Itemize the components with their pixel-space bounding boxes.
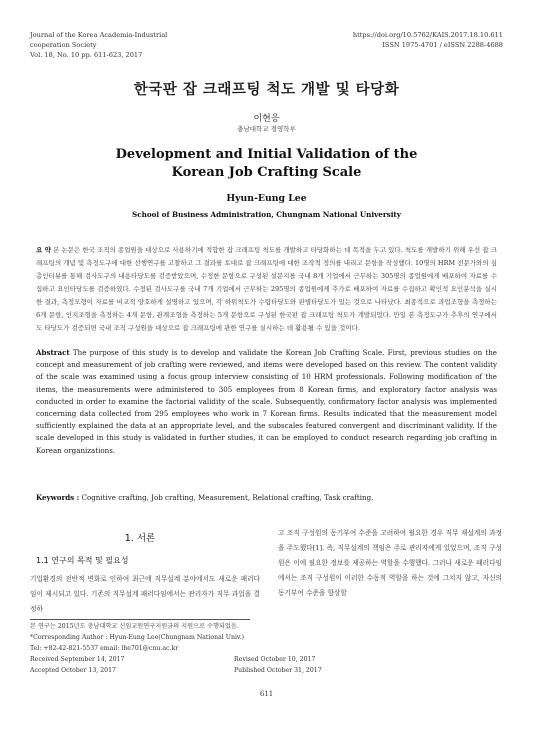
- keywords: [36, 492, 497, 504]
- korean-abstract-label: 요 약: [36, 246, 51, 254]
- korean-title: 한국판 잡 크래프팅 척도 개발 및 타당화: [133, 81, 400, 98]
- english-title: [0, 146, 533, 182]
- revised-date: Revised October 10, 2017: [234, 656, 316, 663]
- journal-name-line-1: Journal of the Korea Academia-Industrial: [30, 31, 168, 39]
- accepted-date: Accepted October 13, 2017: [30, 667, 116, 674]
- body-left-column: 기업환경의 전반적 변화로 인하여 최근에 직무설계 분야에서도 새로운 패러다임이 제시되고 있다. 기존의 직무설계 패러다임에서는 관리자가 직무 과업을 결정하: [30, 575, 260, 613]
- english-title-line-1: Development and Initial Validation of the: [115, 147, 418, 162]
- doi-header: [283, 30, 503, 50]
- received-date: Received September 14, 2017: [30, 656, 125, 663]
- english-abstract: [36, 347, 497, 457]
- subsection-title: 1.1 연구의 목적 및 필요성: [36, 556, 129, 565]
- issn: ISSN 1975-4701 / eISSN 2288-4688: [382, 41, 503, 49]
- journal-volume: Vol. 18, No. 10 pp. 611-623, 2017: [30, 51, 143, 59]
- corresponding-author: *Corresponding Author : Hyun-Eung Lee(Chungnam National Univ.): [30, 634, 245, 641]
- keywords-text: Cognitive crafting, Job crafting, Measurement, Relational crafting, Task crafting.: [81, 493, 374, 502]
- journal-header: [30, 30, 230, 60]
- keywords-label: Keywords :: [36, 493, 80, 502]
- published-date: Published October 31, 2017: [234, 667, 322, 674]
- english-affiliation: School of Business Administration, Chungnam National University: [132, 210, 401, 219]
- footnotes: [30, 621, 500, 676]
- dates-row-2: [30, 665, 500, 676]
- english-title-line-2: Korean Job Crafting Scale: [171, 165, 362, 180]
- english-abstract-label: Abstract: [36, 348, 70, 357]
- korean-affiliation: 충남대학교 경영학부: [237, 125, 296, 133]
- contact-info: Tel: +82-42-821-5537 email: lhe701@cnu.ac.kr: [30, 645, 179, 652]
- page-number: 611: [259, 690, 274, 698]
- dates-row-1: [30, 654, 500, 665]
- korean-abstract: [36, 244, 497, 335]
- funding-note: 본 연구는 2015년도 충남대학교 신임교원연구지원금의 지원으로 수행되었음.: [30, 623, 239, 630]
- footnote-divider: [30, 619, 250, 620]
- doi-link[interactable]: https://doi.org/10.5762/KAIS.2017.18.10.611: [352, 31, 503, 39]
- section-title: 1. 서론: [124, 533, 156, 544]
- journal-name-line-2: cooperation Society: [30, 41, 97, 49]
- korean-abstract-text: 본 논문은 한국 조직의 종업원을 대상으로 사용하기에 적합한 잡 크래프팅 척도를 개발하고 타당화하는 데 목적을 두고 있다. 척도를 개발하기 위해 우선 잡 크래프팅의 개념 및 측정도구에 대한 선행연구를 고찰하고 그 결과를 토대로 잡 크래프팅에 대한 조작적 정의를 내리고 문항을 작성했다. 10명의 HRM 전문가와의 심층인터뷰를 통해 검사도구의 내용타당도를 검증받았으며, 수정한 문항으로 구성된 설문지를 국내 8개 기업에서 근무하는 305명의 종업원에게 배포하여 자료를 수집하고 요인타당도를 검증하였다. 수정된 검사도구를 국내 7개 기업에서 근무하는 295명의 종업원에게 추가로 배포하여 자료를 수집하고 확인적 요인분석을 실시한 결과, 측정모형이 자료를 비교적 양호하게 설명하고 있으며, 각 하위척도가 수렴타당도와 판별타당도가 있는 것으로 나타났다. 최종적으로 과업조형을 측정하는 6개 문항, 인지조형을 측정하는 4개 문항, 관계조형을 측정하는 5개 문항으로 구성된 한국판 잡 크래프팅 척도가 개발되었다. 만일 본 측정도구가 추후의 연구에서도 타당도가 검증되면 국내 조직 구성원을 대상으로 잡 크래프팅에 관한 연구를 실시하는 데 활용될 수 있을 것이다.: [36, 246, 497, 332]
- english-author: Hyun-Eung Lee: [226, 193, 307, 204]
- english-abstract-text: The purpose of this study is to develop and validate the Korean Job Crafting Scale. First, previous studies on the concept and measurement of job crafting were reviewed, and items were developed based on this review. The content validity of the scale was examined using a focus group interview consisting of 10 HRM professionals. Following modification of the items, the measurements were administered to 305 employees from 8 Korean firms, and exploratory factor analysis was conducted in order to examine the factorial validity of the scale. Subsequently, confirmatory factor analysis was implemented concerning data collected from 295 employees who work in 7 Korean firms. Results indicated that the measurement model sufficiently explained the data at an appropriate level, and the subscales featured convergent and discriminant validity. If the scale developed in this study is validated in further studies, it can be employed to conduct research regarding job crafting in Korean organizations.: [36, 348, 497, 455]
- body-right-column: 고 조직 구성원의 동기부여 수준을 고려하여 필요한 경우 직무 재설계의 과정을 주도했다[1]. 즉, 직무설계의 책임은 주로 관리자에게 있었으며, 조직 구성원은 이에 필요한 정보를 제공하는 역할을 수행했다. 그러나 새로운 패러다임에서는 조직 구성원이 이러한 수동적 역할을 하는 것에 그치지 않고, 자신의 동기부여 수준을 향상할: [278, 529, 502, 597]
- korean-author: 이현응: [253, 114, 280, 124]
